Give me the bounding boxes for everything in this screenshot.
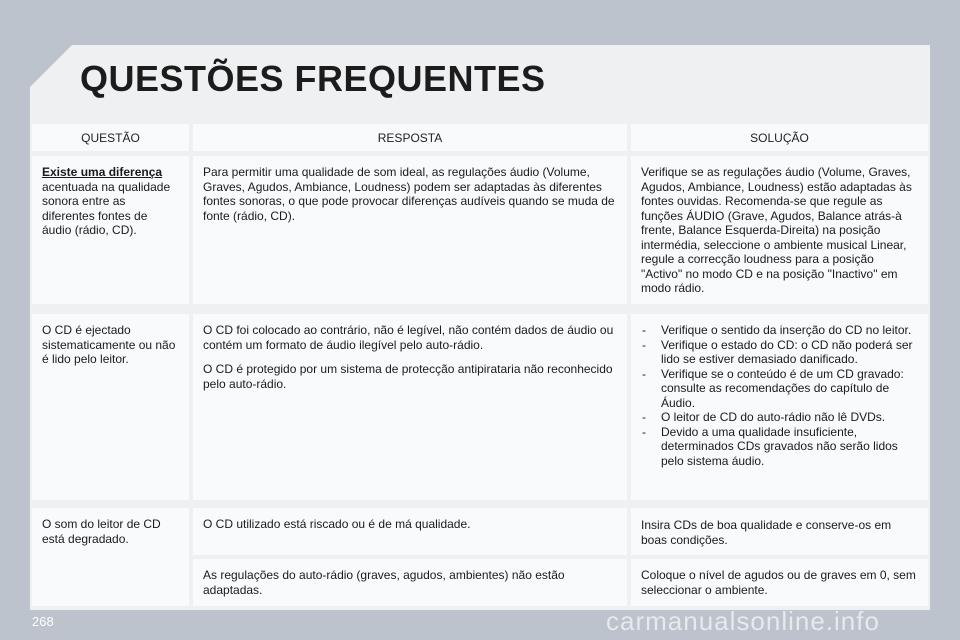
row3-answer-a-cell — [193, 508, 627, 555]
page-number: 268 — [32, 614, 54, 629]
row2-solution-cell — [631, 314, 928, 500]
row1-question-lead: Existe uma diferença — [42, 165, 163, 179]
list-item: - Devido a uma qualidade insuficiente, determinados CDs gravados não serão lidos pelo sistema áudio. — [641, 425, 918, 469]
row3-solution-a-text: Insira CDs de boa qualidade e conserve-os em boas condições. — [641, 518, 892, 547]
list-item: - Verifique o estado do CD: o CD não poderá ser lido se estiver demasiado danificado. — [641, 338, 918, 367]
row2-answer-text-2: O CD é protegido por um sistema de protecção antipirataria não reconhecido pelo auto-rádio. — [203, 362, 613, 391]
row3-answer-b-text: As regulações do auto-rádio (graves, agudos, ambientes) não estão adaptadas. — [203, 568, 565, 597]
row1-solution-text: Verifique se as regulações áudio (Volume, Graves, Agudos, Ambiance, Loudness) estão adaptadas às fontes ouvidas. Recomenda-se que regule as funções ÁUDIO (Grave, Agudos, Balance atrás-à frente, Balance Esquerda-Direita) na posição intermédia, seleccione o ambiente musical Linear, regule a correcção loudness para a posição "Activo" no modo CD e na posição "Inactivo" em modo rádio. — [641, 165, 912, 295]
row3-answer-a-text: O CD utilizado está riscado ou é de má qualidade. — [203, 517, 471, 531]
row1-answer-cell — [193, 156, 627, 304]
row3-question-cell — [32, 508, 189, 606]
row3-solution-b-text: Coloque o nível de agudos ou de graves em 0, sem seleccionar o ambiente. — [641, 568, 916, 597]
row2-question-cell — [32, 314, 189, 500]
list-item: - Verifique se o conteúdo é de um CD gravado: consulte as recomendações do capítulo de Áudio. — [641, 367, 918, 411]
row2-question-text: O CD é ejectado sistematicamente ou não é lido pelo leitor. — [42, 323, 176, 366]
row3-solution-a-cell — [631, 508, 928, 555]
row3-solution-b-cell — [631, 559, 928, 606]
header-solution: SOLUÇÃO — [631, 124, 928, 151]
header-question: QUESTÃO — [32, 124, 189, 151]
row1-question-text: acentuada na qualidade sonora entre as diferentes fontes de áudio (rádio, CD). — [42, 179, 171, 237]
page-title: QUESTÕES FREQUENTES — [80, 58, 546, 99]
row1-solution-cell — [631, 156, 928, 304]
row2-answer-cell — [193, 314, 627, 500]
list-item: - Verifique o sentido da inserção do CD no leitor. — [641, 323, 918, 338]
row3-answer-b-cell — [193, 559, 627, 606]
row2-solution-list — [641, 323, 918, 468]
row1-answer-text: Para permitir uma qualidade de som ideal, as regulações áudio (Volume, Graves, Agudos, Ambiance, Loudness) podem ser adaptadas às diferentes fontes sonoras, o que pode provocar diferenças audíveis quando se muda de fonte (rádio, CD). — [203, 165, 615, 223]
row2-answer-text-1: O CD foi colocado ao contrário, não é legível, não contém dados de áudio ou contém um formato de áudio ilegível pelo auto-rádio. — [203, 323, 614, 352]
header-answer: RESPOSTA — [193, 124, 627, 151]
row3-question-text: O som do leitor de CD está degradado. — [42, 517, 161, 546]
row1-question-cell — [32, 156, 189, 304]
list-item: - O leitor de CD do auto-rádio não lê DVDs. — [641, 410, 918, 425]
watermark: carmanualsonline.info — [606, 606, 880, 636]
